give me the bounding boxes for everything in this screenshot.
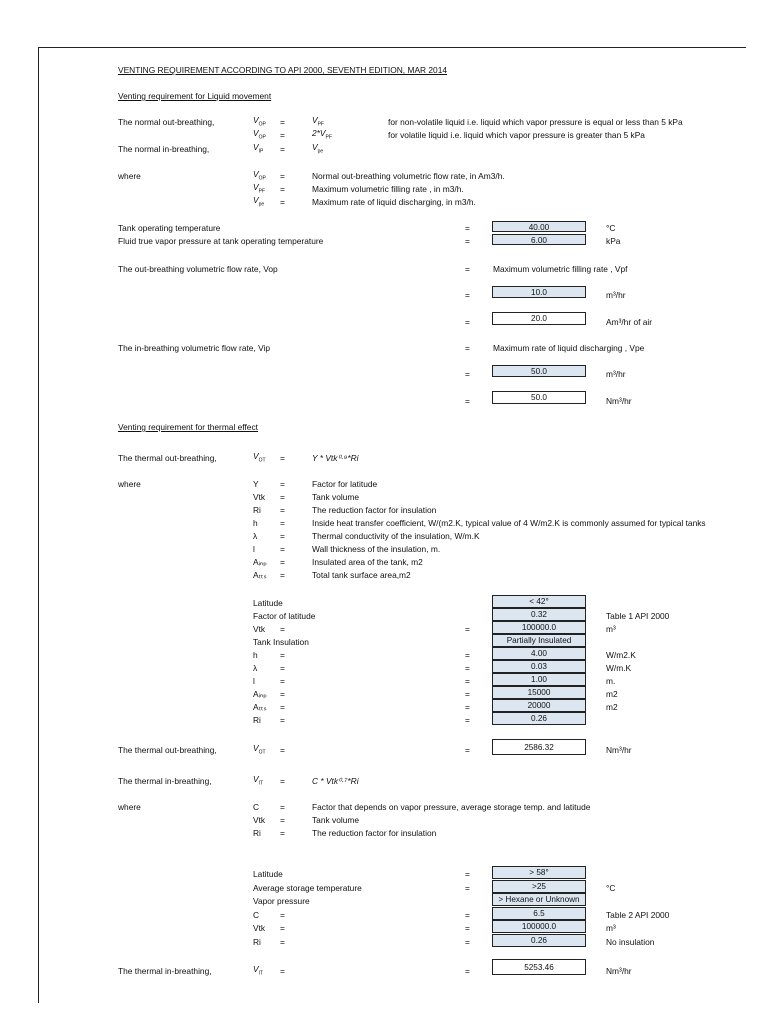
input-cell[interactable]: 0.03 xyxy=(492,660,586,673)
equals: = xyxy=(280,197,285,207)
input-label: Latitude xyxy=(253,869,283,879)
input-label: Ri xyxy=(253,715,261,725)
thermal-out-result-unit: Nm³/hr xyxy=(606,745,632,755)
thermal-in-where-label: where xyxy=(118,802,141,812)
input-note: m³ xyxy=(606,923,616,933)
equals: = xyxy=(280,650,285,660)
input-cell[interactable]: 0.32 xyxy=(492,608,586,621)
input-label: Ri xyxy=(253,937,261,947)
input-note: m2 xyxy=(606,702,618,712)
equals: = xyxy=(280,624,285,634)
equals: = xyxy=(465,689,470,699)
out-flow-air-unit: Am³/hr of air xyxy=(606,317,653,327)
def-symbol-vpe: $V_{pe}$ xyxy=(253,195,265,208)
symbol-vop-2: $V_{OP}$ xyxy=(253,128,266,141)
equals: = xyxy=(280,923,285,933)
input-label: l xyxy=(253,676,255,686)
input-cell[interactable]: 15000 xyxy=(492,686,586,699)
input-label: Aᵢₙₚ xyxy=(253,689,267,699)
input-note: m³ xyxy=(606,624,616,634)
tank-temp-label: Tank operating temperature xyxy=(118,223,221,233)
in-flow-desc: Maximum rate of liquid discharging , Vpe xyxy=(493,343,645,353)
input-note: No insulation xyxy=(606,937,655,947)
equals: = xyxy=(280,702,285,712)
definition-symbol: Ri xyxy=(253,505,261,515)
input-label: h xyxy=(253,650,258,660)
input-cell[interactable]: 0.26 xyxy=(492,934,586,947)
input-cell[interactable]: 20000 xyxy=(492,699,586,712)
equals: = xyxy=(280,828,285,838)
input-cell[interactable]: 4.00 xyxy=(492,647,586,660)
input-note: m. xyxy=(606,676,616,686)
thermal-in-label: The thermal in-breathing, xyxy=(118,776,212,786)
in-flow-unit: m³/hr xyxy=(606,369,626,379)
thermal-where-label: where xyxy=(118,479,141,489)
equals: = xyxy=(280,544,285,554)
definition-text: Factor that depends on vapor pressure, average storage temp. and latitude xyxy=(312,802,591,812)
equals: = xyxy=(465,910,470,920)
vapor-pressure-label: Fluid true vapor pressure at tank operating temperature xyxy=(118,236,324,246)
definition-symbol: Ri xyxy=(253,828,261,838)
input-cell[interactable]: 0.26 xyxy=(492,712,586,725)
equals: = xyxy=(280,453,285,463)
equals: = xyxy=(465,937,470,947)
input-label: C xyxy=(253,910,260,920)
symbol-vpf: $V_{PF}$ xyxy=(312,115,324,128)
note-non-volatile: for non-volatile liquid i.e. liquid which vapor pressure is equal or less than 5 kPa xyxy=(388,117,683,127)
thermal-in-result-cell[interactable]: 5253.46 xyxy=(492,959,586,975)
note-volatile: for volatile liquid i.e. liquid which vapor pressure is greater than 5 kPa xyxy=(388,130,645,140)
def-vpf: Maximum volumetric filling rate , in m3/h. xyxy=(312,184,464,194)
equals: = xyxy=(465,702,470,712)
definition-text: The reduction factor for insulation xyxy=(312,505,437,515)
definition-symbol: h xyxy=(253,518,258,528)
equals: = xyxy=(280,937,285,947)
equals: = xyxy=(465,869,470,879)
input-cell[interactable]: Partially Insulated xyxy=(492,634,586,647)
definition-text: Tank volume xyxy=(312,815,360,825)
equals: = xyxy=(465,369,470,379)
equals: = xyxy=(465,317,470,327)
input-label: λ xyxy=(253,663,258,673)
out-flow-label: The out-breathing volumetric flow rate, Vop xyxy=(118,264,278,274)
definition-text: Inside heat transfer coefficient, W/(m2.K, typical value of 4 W/m2.K is commonly assumed for typical tanks xyxy=(312,518,706,528)
tank-temp-unit: °C xyxy=(606,223,616,233)
normal-in-breathing-label: The normal in-breathing, xyxy=(118,144,210,154)
equals: = xyxy=(465,343,470,353)
equals: = xyxy=(280,966,285,976)
equals: = xyxy=(465,223,470,233)
equals: = xyxy=(465,264,470,274)
input-cell[interactable]: > 58° xyxy=(492,866,586,879)
input-label: Tank Insulation xyxy=(253,637,309,647)
definition-symbol: C xyxy=(253,802,260,812)
symbol-vip: $V_{IP}$ xyxy=(253,142,264,155)
equals: = xyxy=(465,715,470,725)
definition-text: Tank volume xyxy=(312,492,360,502)
definition-text: Factor for latitude xyxy=(312,479,378,489)
def-vop: Normal out-breathing volumetric flow rate, in Am3/h. xyxy=(312,171,505,181)
symbol-vpe: $V_{pe}$ xyxy=(312,142,324,155)
input-note: Table 2 API 2000 xyxy=(606,910,670,920)
frame-top-border xyxy=(38,47,746,48)
input-note: °C xyxy=(606,883,616,893)
equals: = xyxy=(280,184,285,194)
symbol-vot: $V_{OT}$ xyxy=(253,451,266,464)
tank-temp-cell[interactable]: 40.00 xyxy=(492,221,586,232)
equals: = xyxy=(280,676,285,686)
equals: = xyxy=(280,802,285,812)
in-flow-nm3-cell[interactable]: 50.0 xyxy=(492,391,586,404)
equals: = xyxy=(280,815,285,825)
input-cell[interactable]: > Hexane or Unknown xyxy=(492,893,586,906)
input-note: m2 xyxy=(606,689,618,699)
thermal-in-result-label: The thermal in-breathing, xyxy=(118,966,212,976)
equals: = xyxy=(280,144,285,154)
equals: = xyxy=(465,923,470,933)
input-label: Vtk xyxy=(253,624,266,634)
definition-symbol: λ xyxy=(253,531,258,541)
symbol-vop: $V_{OP}$ xyxy=(253,115,266,128)
symbol-vot-result: $V_{OT}$ xyxy=(253,743,266,756)
vapor-pressure-unit: kPa xyxy=(606,236,621,246)
def-symbol-vpf: $V_{PF}$ xyxy=(253,182,265,195)
equals: = xyxy=(465,883,470,893)
def-symbol-vop: $V_{OP}$ xyxy=(253,169,266,182)
where-label: where xyxy=(118,171,141,181)
out-flow-value-cell[interactable]: 10.0 xyxy=(492,286,586,298)
equals: = xyxy=(280,557,285,567)
definition-symbol: Vtk xyxy=(253,492,266,502)
equals: = xyxy=(465,624,470,634)
symbol-vit: $V_{IT}$ xyxy=(253,774,264,787)
in-flow-label: The in-breathing volumetric flow rate, Vip xyxy=(118,343,271,353)
equals: = xyxy=(280,518,285,528)
equals: = xyxy=(280,130,285,140)
definition-text: Wall thickness of the insulation, m. xyxy=(312,544,441,554)
in-flow-nm3-unit: Nm³/hr xyxy=(606,396,632,406)
equals: = xyxy=(280,776,285,786)
definition-symbol: Aₜₜₛ xyxy=(253,570,267,580)
thermal-out-result-cell[interactable]: 2586.32 xyxy=(492,739,586,755)
vapor-pressure-cell[interactable]: 6.00 xyxy=(492,234,586,245)
normal-out-breathing-label: The normal out-breathing, xyxy=(118,117,215,127)
equals: = xyxy=(465,236,470,246)
formula-in: C * Vtk⁰·⁷*Ri xyxy=(312,776,359,786)
frame-left-border xyxy=(38,47,39,1003)
input-note: W/m2.K xyxy=(606,650,636,660)
page-title: VENTING REQUIREMENT ACCORDING TO API 2000, SEVENTH EDITION, MAR 2014 xyxy=(118,65,448,75)
equals: = xyxy=(280,570,285,580)
equals: = xyxy=(280,531,285,541)
equals: = xyxy=(280,663,285,673)
input-cell[interactable]: 100000.0 xyxy=(492,920,586,933)
definition-text: The reduction factor for insulation xyxy=(312,828,437,838)
section-heading-thermal: Venting requirement for thermal effect xyxy=(118,422,258,432)
equals: = xyxy=(280,492,285,502)
input-note: W/m.K xyxy=(606,663,632,673)
input-label: Latitude xyxy=(253,598,283,608)
equals: = xyxy=(465,676,470,686)
input-cell[interactable]: 100000.0 xyxy=(492,621,586,634)
equals: = xyxy=(280,505,285,515)
symbol-vit-result: $V_{IT}$ xyxy=(253,964,264,977)
equals: = xyxy=(280,910,285,920)
equals: = xyxy=(465,290,470,300)
input-cell[interactable]: 6.5 xyxy=(492,907,586,920)
input-cell[interactable]: 1.00 xyxy=(492,673,586,686)
equals: = xyxy=(465,396,470,406)
out-flow-unit: m³/hr xyxy=(606,290,626,300)
input-label: Aₜₜₛ xyxy=(253,702,267,712)
input-label: Vtk xyxy=(253,923,266,933)
symbol-2vpf: $2*V_{PF}$ xyxy=(312,128,332,141)
input-label: Vapor pressure xyxy=(253,896,310,906)
equals: = xyxy=(280,479,285,489)
equals: = xyxy=(280,715,285,725)
formula-out: Y * Vtk⁰·⁹*Ri xyxy=(312,453,359,463)
equals: = xyxy=(465,663,470,673)
input-cell[interactable]: >25 xyxy=(492,880,586,893)
def-vpe: Maximum rate of liquid discharging, in m3/h. xyxy=(312,197,476,207)
section-heading-liquid: Venting requirement for Liquid movement xyxy=(118,91,272,101)
input-note: Table 1 API 2000 xyxy=(606,611,670,621)
input-label: Average storage temperature xyxy=(253,883,362,893)
definition-text: Total tank surface area,m2 xyxy=(312,570,411,580)
in-flow-value-cell[interactable]: 50.0 xyxy=(492,365,586,377)
thermal-out-result-label: The thermal out-breathing, xyxy=(118,745,217,755)
equals: = xyxy=(280,171,285,181)
definition-symbol: Aᵢₙₚ xyxy=(253,557,267,567)
equals: = xyxy=(280,689,285,699)
definition-text: Thermal conductivity of the insulation, W/m.K xyxy=(312,531,480,541)
equals: = xyxy=(280,745,285,755)
thermal-in-result-unit: Nm³/hr xyxy=(606,966,632,976)
definition-text: Insulated area of the tank, m2 xyxy=(312,557,423,567)
equals: = xyxy=(280,117,285,127)
out-flow-air-cell[interactable]: 20.0 xyxy=(492,312,586,325)
equals: = xyxy=(465,966,470,976)
definition-symbol: l xyxy=(253,544,255,554)
input-cell[interactable]: < 42° xyxy=(492,595,586,608)
out-flow-desc: Maximum volumetric filling rate , Vpf xyxy=(493,264,628,274)
equals: = xyxy=(465,650,470,660)
equals: = xyxy=(465,745,470,755)
definition-symbol: Vtk xyxy=(253,815,266,825)
input-label: Factor of latitude xyxy=(253,611,316,621)
definition-symbol: Y xyxy=(253,479,259,489)
thermal-out-label: The thermal out-breathing, xyxy=(118,453,217,463)
